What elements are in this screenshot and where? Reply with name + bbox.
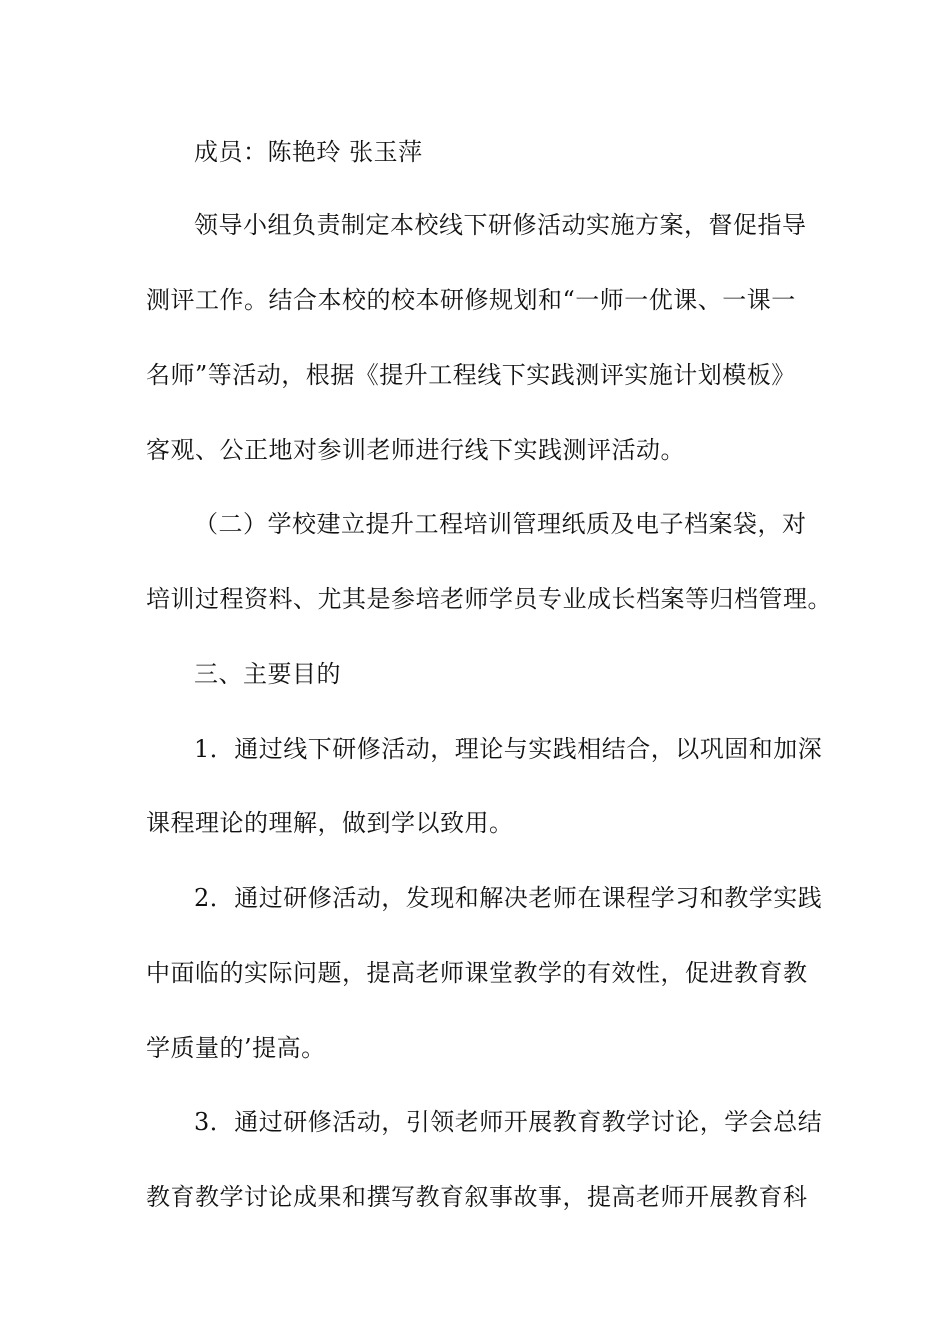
paragraph-line: （二）学校建立提升工程培训管理纸质及电子档案袋，对: [194, 510, 807, 538]
list-item-line: 课程理论的理解，做到学以致用。: [146, 809, 514, 837]
paragraph-line: 客观、公正地对参训老师进行线下实践测评活动。: [146, 436, 685, 464]
paragraph-line: 培训过程资料、尤其是参培老师学员专业成长档案等归档管理。: [146, 585, 832, 613]
section-heading: 三、主要目的: [194, 660, 341, 688]
paragraph-line: 测评工作。结合本校的校本研修规划和“一师一优课、一课一: [146, 286, 796, 314]
list-item-line: 1．通过线下研修活动，理论与实践相结合，以巩固和加深: [194, 735, 823, 763]
list-item-line: 教育教学讨论成果和撰写教育叙事故事，提高老师开展教育科: [146, 1183, 808, 1211]
list-item-line: 中面临的实际问题，提高老师课堂教学的有效性，促进教育教: [146, 959, 808, 987]
list-item-line: 学质量的’提高。: [146, 1034, 326, 1062]
paragraph-line: 名师”等活动，根据《提升工程线下实践测评实施计划模板》: [146, 361, 796, 389]
members-line: 成员：陈艳玲 张玉萍: [194, 138, 423, 166]
list-item-line: 2．通过研修活动，发现和解决老师在课程学习和教学实践: [194, 884, 823, 912]
paragraph-line: 领导小组负责制定本校线下研修活动实施方案，督促指导: [194, 211, 807, 239]
list-item-line: 3．通过研修活动，引领老师开展教育教学讨论，学会总结: [194, 1108, 823, 1136]
